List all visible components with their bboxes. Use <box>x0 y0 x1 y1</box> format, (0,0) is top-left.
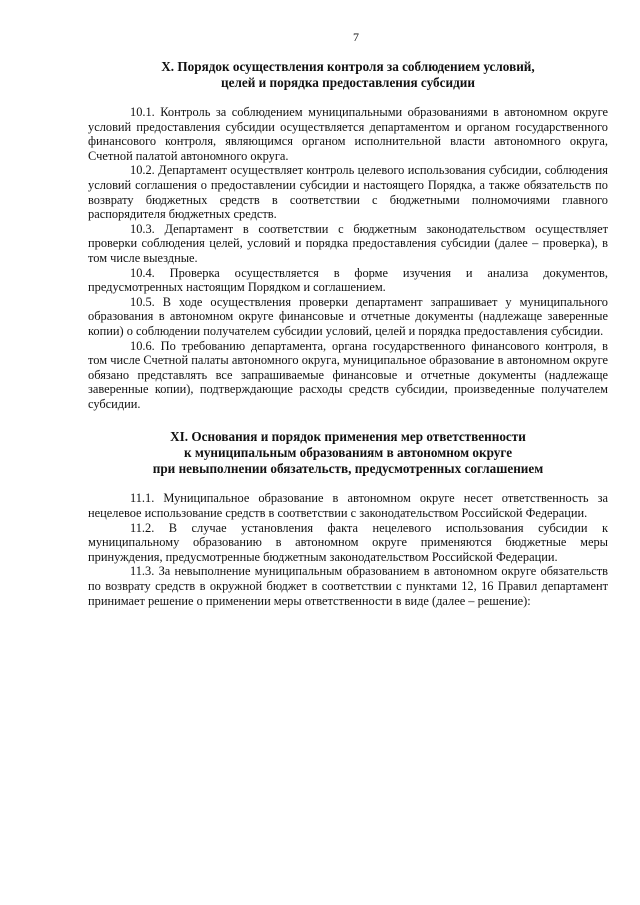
paragraph-11-1: 11.1. Муниципальное образование в автономном округе несет ответственность за нецелевое использование средств в соответствии с законодательством Российской Федерации. <box>88 491 608 521</box>
section-title-line: к муниципальным образованиям в автономном округе <box>183 445 513 461</box>
page-number: 7 <box>353 30 359 44</box>
section-title-line: целей и порядка предоставления субсидии <box>221 75 475 90</box>
section-x-body <box>88 105 608 411</box>
section-title-line: X. Порядок осуществления контроля за соблюдением условий, <box>161 59 535 74</box>
section-title-line: XI. Основания и порядок применения мер ответственности <box>170 429 526 445</box>
paragraph-10-3: 10.3. Департамент в соответствии с бюджетным законодательством осуществляет проверки соблюдения целей, условий и порядка предоставления субсидии (далее – проверка), в том числе выездные. <box>88 221 608 265</box>
section-spacer <box>88 411 608 429</box>
section-title-line: при невыполнении обязательств, предусмотренных соглашением <box>152 461 544 477</box>
paragraph-10-2: 10.2. Департамент осуществляет контроль целевого использования субсидии, соблюдения условий соглашения о предоставлении субсидии и настоящего Порядка, а также обязательств по возврату бюджетных средств в соответствии с бюджетными полномочиями главного распорядителя бюджетных средств. <box>88 163 608 222</box>
paragraph-11-3: 11.3. За невыполнение муниципальным образованием в автономном округе обязательств по возврату средств в окружной бюджет в соответствии с пунктами 12, 16 Правил департамент принимает решение о применении меры ответственности в виде (далее – решение): <box>88 564 608 608</box>
section-title-x <box>88 59 608 91</box>
paragraph-10-4: 10.4. Проверка осуществляется в форме изучения и анализа документов, предусмотренных настоящим Порядком и соглашением. <box>88 265 608 295</box>
paragraph-10-5: 10.5. В ходе осуществления проверки департамент запрашивает у муниципального образования в автономном округе финансовые и отчетные документы (надлежаще заверенные копии) о соблюдении получателем субсидии условий, целей и порядка предоставления субсидии. <box>88 294 608 338</box>
paragraph-11-2: 11.2. В случае установления факта нецелевого использования субсидии к муниципальному образованию в автономном округе применяются бюджетные меры принуждения, предусмотренные бюджетным законодательством Российской Федерации. <box>88 520 608 564</box>
paragraph-10-1: 10.1. Контроль за соблюдением муниципальными образованиями в автономном округе условий предоставления субсидии осуществляется департаментом и органом государственного финансового контроля, являющимся органом исполнительной власти автономного округа, Счетной палатой автономного округа. <box>88 105 608 163</box>
section-title-xi <box>88 429 608 477</box>
paragraph-10-6: 10.6. По требованию департамента, органа государственного финансового контроля, в том числе Счетной палаты автономного округа, муниципальное образование в автономном округе обязано представлять все запрашиваемые финансовые и отчетные документы (надлежаще заверенные копии), подтверждающие расходы средств субсидии, произведенные получателем субсидии. <box>88 338 608 411</box>
section-xi-body <box>88 491 608 608</box>
